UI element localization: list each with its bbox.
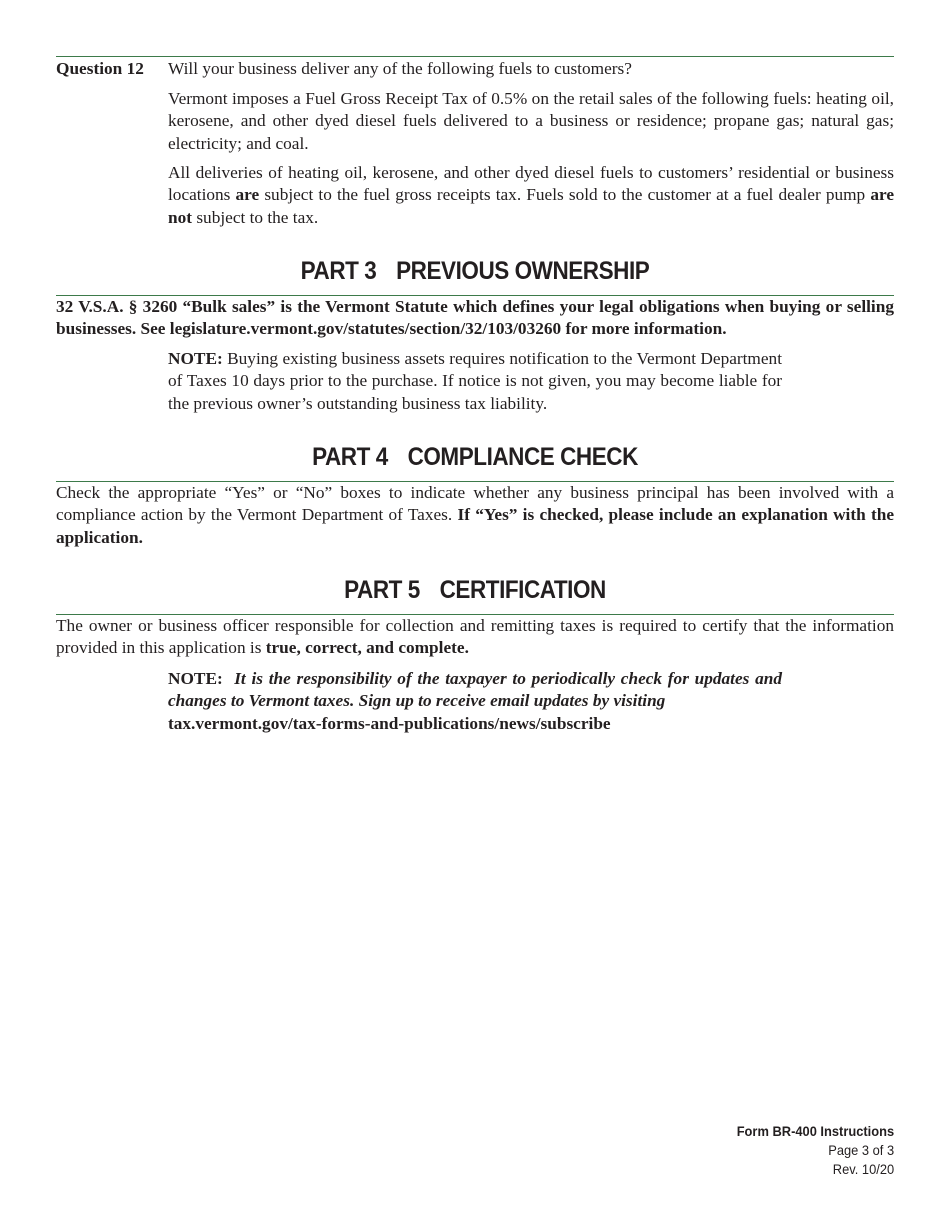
- part4-title: COMPLIANCE CHECK: [407, 443, 638, 471]
- part5-number: PART 5: [344, 576, 420, 604]
- part5-note: [168, 668, 782, 735]
- note-label: NOTE:: [168, 669, 223, 688]
- certification-paragraph: The owner or business officer responsible for collection and remitting taxes is required to certify that the information provided in this application is true, correct, and complete.: [56, 616, 894, 658]
- note-label: NOTE:: [168, 349, 223, 368]
- part4-number: PART 4: [312, 443, 388, 471]
- part3-number: PART 3: [300, 257, 377, 285]
- bulk-sales-statute: 32 V.S.A. § 3260 “Bulk sales” is the Vermont Statute which defines your legal obligations when buying or selling businesses. See legislature.vermont.gov/statutes/section/32/103/03260 for more information.: [56, 297, 894, 339]
- page-number: Page 3 of 3: [828, 1142, 894, 1158]
- part4-heading: [98, 443, 852, 472]
- page-footer: [737, 1122, 894, 1179]
- updates-note: It is the responsibility of the taxpayer to periodically check for updates and changes to Vermont taxes. Sign up to receive email updates by visiting: [168, 669, 782, 711]
- part5-heading: [98, 576, 852, 605]
- part3-title: PREVIOUS OWNERSHIP: [396, 257, 650, 285]
- subscribe-url: tax.vermont.gov/tax-forms-and-publications/news/subscribe: [168, 713, 611, 733]
- question-label: Question 12: [56, 59, 144, 78]
- part3-note: NOTE: Buying existing business assets requires notification to the Vermont Department of Taxes 10 days prior to the purchase. If notice is not given, you may become liable for the previous owner’s outstanding business tax liability.: [168, 349, 782, 413]
- form-name: Form BR-400 Instructions: [736, 1123, 894, 1139]
- part5-title: CERTIFICATION: [439, 576, 606, 604]
- part3-heading: [98, 257, 852, 286]
- compliance-paragraph: Check the appropriate “Yes” or “No” boxes to indicate whether any business principal has been involved with a compliance action by the Vermont Department of Taxes. If “Yes” is checked, please include an explanation with the application.: [56, 483, 895, 547]
- question-text: Will your business deliver any of the following fuels to customers?: [168, 59, 632, 78]
- question-12-row: [56, 57, 894, 78]
- revision: Rev. 10/20: [832, 1161, 894, 1177]
- fuel-tax-paragraph: Vermont imposes a Fuel Gross Receipt Tax of 0.5% on the retail sales of the following fuels: heating oil, kerosene, and other dyed diesel fuels delivered to a business or residence; propane gas; natural gas; electricity; and coal.: [168, 89, 894, 153]
- fuel-deliveries-paragraph: All deliveries of heating oil, kerosene, and other dyed diesel fuels to customers’ residential or business locations are subject to the fuel gross receipts tax. Fuels sold to the customer at a fuel dealer pump are not subject to the tax.: [168, 163, 894, 227]
